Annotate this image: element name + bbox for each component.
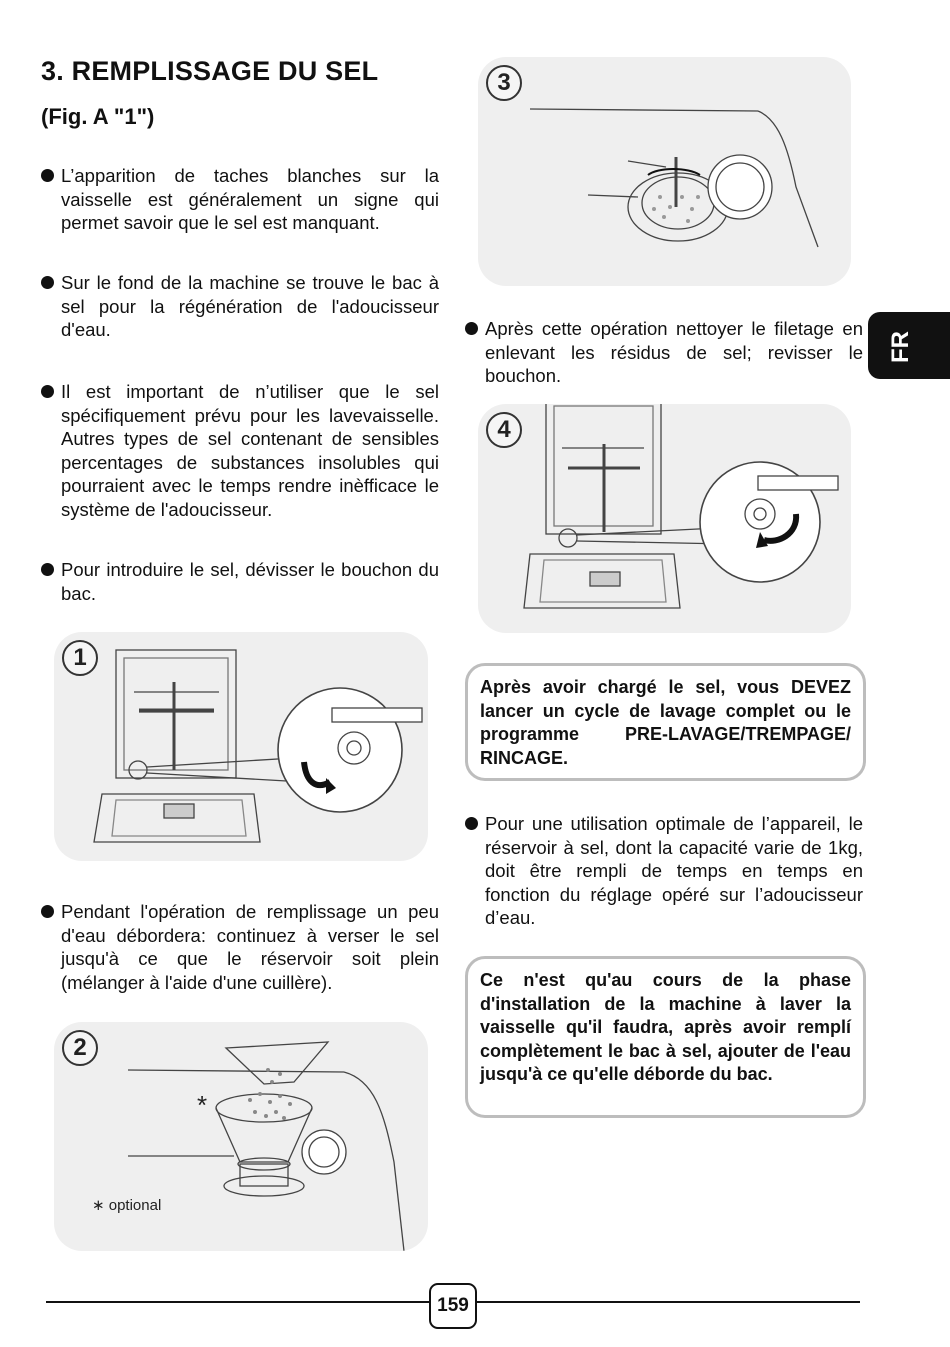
figure-1-illustration	[54, 632, 428, 861]
footer-rule-left	[46, 1301, 429, 1303]
language-tab-label: FR	[887, 331, 914, 363]
figure-2-illustration	[54, 1022, 428, 1251]
figure-number-2: 2	[62, 1030, 98, 1066]
optional-caption: ∗ optional	[92, 1197, 162, 1214]
paragraph-salt-container: Sur le fond de la machine se trouve le bac à sel pour la régénération de l'adoucisseur d'eau.	[41, 271, 439, 342]
figure-2-pouring-salt	[54, 1022, 428, 1251]
figure-number-1: 1	[62, 640, 98, 676]
paragraph-unscrew-cap: Pour introduire le sel, dévisser le bouchon du bac.	[41, 558, 439, 605]
paragraph-white-spots: L’apparition de taches blanches sur la vaisselle est généralement un signe qui permet savoir que le sel est manquant.	[41, 164, 439, 235]
paragraph-optimal-use: Pour une utilisation optimale de l’appareil, le réservoir à sel, dont la capacité varie de 1kg, doit être rempli de temps en temps en fonction du réglage opéré sur l’adoucisseur d’eau.	[465, 812, 863, 930]
note-installation-water: Ce n'est qu'au cours de la phase d'installation de la machine à laver la vaisselle qu'il faudra, après avoir remplí complètement le bac à sel, ajouter de l'eau jusqu'à ce qu'elle déborde du bac.	[465, 956, 866, 1118]
footer-rule-right	[473, 1301, 860, 1303]
language-tab	[868, 312, 950, 379]
paragraph-salt-type: Il est important de n’utiliser que le sel spécifiquement prévu pour les lavevaisselle. Autres types de sel contenant de sensibles percentages de substances insolubles qui pourraient avec le temps rendre inèfficace le système de l'adoucisseur.	[41, 380, 439, 521]
section-title: 3. REMPLISSAGE DU SEL	[41, 56, 379, 86]
figure-4-illustration	[478, 404, 851, 633]
figure-number-3: 3	[486, 65, 522, 101]
page-number: 159	[429, 1283, 477, 1329]
figure-4-rescrew-cap	[478, 404, 851, 633]
figure-3-cleaning-thread	[478, 57, 851, 286]
optional-star-marker: *	[197, 1090, 208, 1120]
paragraph-clean-thread: Après cette opération nettoyer le filetage en enlevant les résidus de sel; revisser le bouchon.	[465, 317, 863, 388]
figure-3-illustration	[478, 57, 851, 286]
paragraph-filling-overflow: Pendant l'opération de remplissage un peu d'eau débordera: continuez à verser le sel jusqu'à ce que le réservoir soit plein (mélanger à l'aide d'une cuillère).	[41, 900, 439, 994]
note-run-cycle: Après avoir chargé le sel, vous DEVEZ lancer un cycle de lavage complet ou le programme PRE-LAVAGE/TREMPAGE/ RINCAGE.	[465, 663, 866, 781]
figure-number-4: 4	[486, 412, 522, 448]
figure-1-dishwasher-open-cap	[54, 632, 428, 861]
figure-reference: (Fig. A "1")	[41, 104, 155, 129]
